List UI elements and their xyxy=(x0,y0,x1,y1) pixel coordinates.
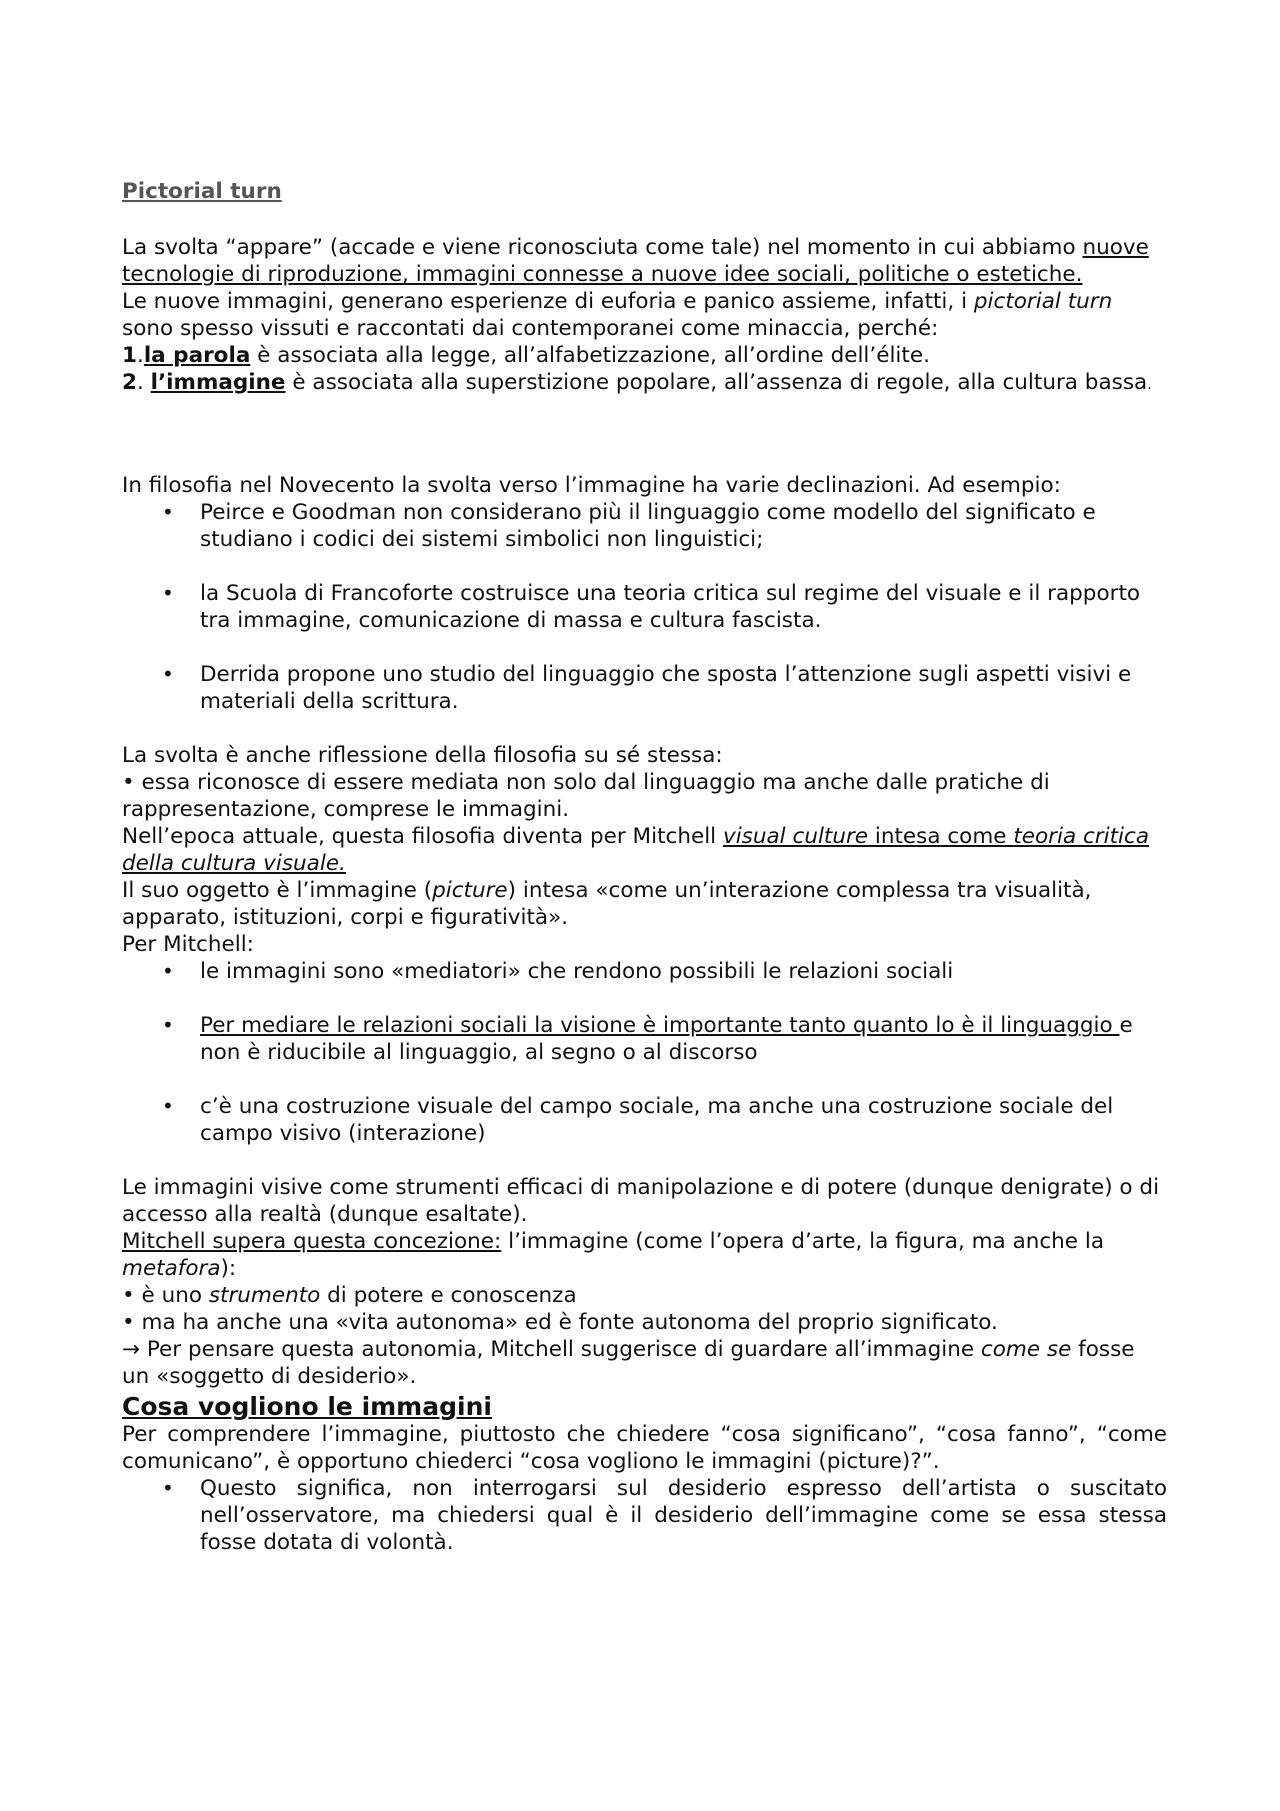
document-page xyxy=(122,178,1167,1556)
list-item-text: e non è riducibile al linguaggio, al segno o al discorso xyxy=(200,1013,1133,1065)
reflection-line-3 xyxy=(122,823,1167,877)
images-text-end: di potere e conoscenza xyxy=(320,1283,577,1308)
philosophy-lead: In filosofia nel Novecento la svolta verso l’immagine ha varie declinazioni. Ad esempio: xyxy=(122,473,1061,498)
intro-p2-italic: pictorial turn xyxy=(973,289,1113,314)
intro-p2-end: sono spesso vissuti e raccontati dai contemporanei come minaccia, perché: xyxy=(122,316,939,341)
list-item-immagine xyxy=(122,369,1167,399)
intro-paragraph-2 xyxy=(122,288,1167,342)
mitchell-list xyxy=(122,958,1167,1147)
item-number: 2 xyxy=(122,370,137,395)
reflection-text: Nell’epoca attuale, questa filosofia diventa per Mitchell xyxy=(122,824,723,849)
images-text-end: ): xyxy=(220,1256,237,1281)
list-item: • c’è una costruzione visuale del campo sociale, ma anche una costruzione sociale del campo visivo (interazione) xyxy=(122,1093,1167,1147)
reflection-line-4 xyxy=(122,877,1167,931)
images-text-end: fosse un «soggetto di desiderio». xyxy=(122,1337,1135,1389)
item-keyword: l’immagine xyxy=(150,370,286,395)
list-item: • Derrida propone uno studio del linguaggio che sposta l’attenzione sugli aspetti visivi e materiali della scrittura. xyxy=(122,661,1167,715)
images-text: • è uno xyxy=(122,1283,209,1308)
images-paragraph-5 xyxy=(122,1336,1167,1390)
section2-list xyxy=(122,1475,1167,1556)
underlined-text: Per mediare le relazioni sociali la visione è importante tanto quanto lo è il linguaggio xyxy=(200,1013,1120,1038)
images-paragraph-2 xyxy=(122,1228,1167,1282)
visual-culture-term: visual culture xyxy=(722,824,869,849)
picture-term: picture xyxy=(432,878,508,903)
list-item: • le immagini sono «mediatori» che rendono possibili le relazioni sociali xyxy=(122,958,1167,985)
images-text: l’immagine (come l’opera d’arte, la figura, ma anche la xyxy=(501,1229,1105,1254)
item-separator: . xyxy=(136,370,151,395)
section2-paragraph: Per comprendere l’immagine, piuttosto che chiedere “cosa significano”, “cosa fanno”, “come comunicano”, è opportuno chiederci “cosa vogliono le immagini (picture)?”. xyxy=(122,1422,1167,1474)
philosophy-list xyxy=(122,499,1167,715)
arrow-icon: → xyxy=(122,1337,141,1362)
intro-underlined-text: nuove tecnologie di riproduzione, immagini connesse a nuove idee sociali, politiche o estetiche. xyxy=(122,235,1149,287)
images-text: Per pensare questa autonomia, Mitchell suggerisce di guardare all’immagine xyxy=(140,1337,981,1362)
item-separator: . xyxy=(136,343,144,368)
item-text: è associata alla superstizione popolare, all’assenza di regole, alla cultura bassa xyxy=(285,370,1148,395)
list-item: • Questo significa, non interrogarsi sul desiderio espresso dell’artista o suscitato nell’osservatore, ma chiedersi qual è il desiderio dell’immagine come se essa stessa fosse dotata di volontà. xyxy=(122,1475,1167,1556)
list-item: • la Scuola di Francoforte costruisce una teoria critica sul regime del visuale e il rapporto tra immagine, comunicazione di massa e cultura fascista. xyxy=(122,580,1167,634)
intro-text: La svolta “appare” (accade e viene riconosciuta come tale) nel momento in cui abbiamo xyxy=(122,235,1083,260)
intro-p2-text: Le nuove immagini, generano esperienze di euforia e panico assieme, infatti, i xyxy=(122,289,974,314)
reflection-text: Il suo oggetto è l’immagine ( xyxy=(122,878,433,903)
metafora-term: metafora xyxy=(122,1256,221,1281)
underlined-text: Mitchell supera questa concezione: xyxy=(122,1229,502,1254)
list-item xyxy=(122,1012,1167,1066)
images-paragraph-3 xyxy=(122,1282,1167,1309)
images-paragraph-1: Le immagini visive come strumenti efficaci di manipolazione e di potere (dunque denigrate) o di accesso alla realtà (dunque esaltate). xyxy=(122,1175,1160,1227)
reflection-line-5: Per Mitchell: xyxy=(122,932,254,957)
item-period: . xyxy=(1147,377,1152,393)
reflection-text-end: ) intesa «come un’interazione complessa tra visualità, apparato, istituzioni, corpi e figuratività». xyxy=(122,878,1092,930)
section-heading: Cosa vogliono le immagini xyxy=(122,1392,492,1421)
reflection-mid: intesa come xyxy=(868,824,1014,849)
strumento-term: strumento xyxy=(208,1283,321,1308)
critical-theory-term: teoria critica della cultura visuale. xyxy=(122,824,1150,876)
document-title: Pictorial turn xyxy=(122,179,282,204)
item-number: 1 xyxy=(122,343,137,368)
list-item-parola xyxy=(122,342,1167,369)
reflection-line-2: • essa riconosce di essere mediata non solo dal linguaggio ma anche dalle pratiche di rappresentazione, comprese le immagini. xyxy=(122,770,1050,822)
list-item: • Peirce e Goodman non considerano più il linguaggio come modello del significato e studiano i codici dei sistemi simbolici non linguistici; xyxy=(122,499,1167,553)
item-text: è associata alla legge, all’alfabetizzazione, all’ordine dell’élite. xyxy=(250,343,930,368)
reflection-line-1: La svolta è anche riflessione della filosofia su sé stessa: xyxy=(122,743,723,768)
come-se-term: come se xyxy=(980,1337,1072,1362)
item-keyword: la parola xyxy=(143,343,251,368)
images-paragraph-4: • ma ha anche una «vita autonoma» ed è fonte autonoma del proprio significato. xyxy=(122,1310,998,1335)
intro-paragraph-1 xyxy=(122,234,1167,288)
